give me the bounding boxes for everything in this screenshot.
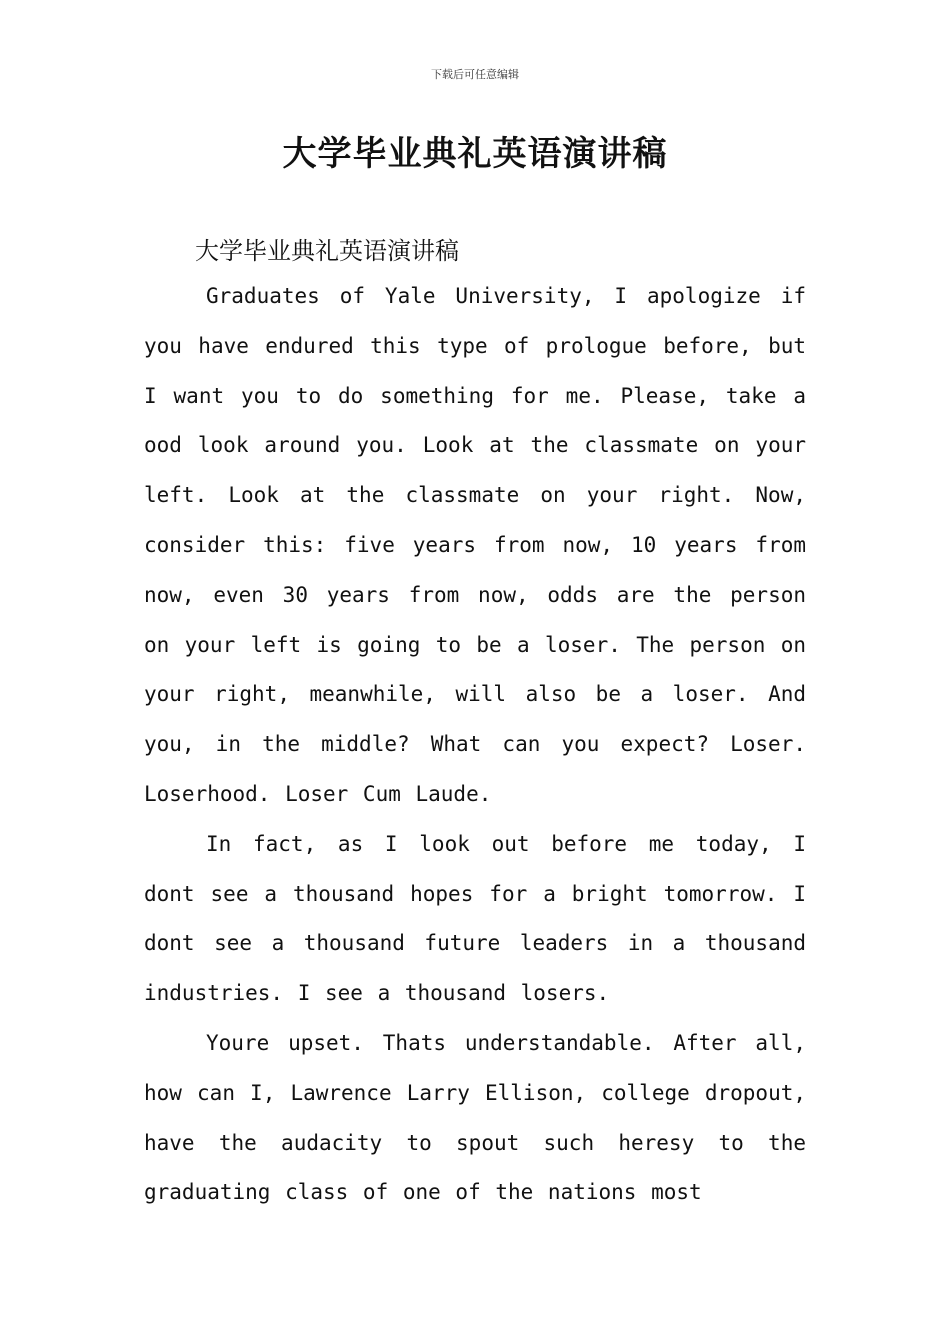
paragraph: Youre upset. Thats understandable. After all, how can I, Lawrence Larry Ellison, college dropout, have the audacity to spout such heresy to the graduating class of one of the nations most bbox=[144, 1030, 806, 1205]
paragraph: In fact, as I look out before me today, I dont see a thousand hopes for a bright tomorrow. I dont see a thousand future leaders in a thousand industries. I see a thousand losers. bbox=[144, 831, 806, 1006]
paragraph: Graduates of Yale University, I apologize if you have endured this type of prologue before, but I want you to do something for me. Please, take a ood look around you. Look at the classmate on your left. Look at the classmate on your right. Now, consider this: five years from now, 10 years from now, even 30 years from now, odds are the person on your left is going to be a loser. The person on your right, meanwhile, will also be a loser. And you, in the middle? What can you expect? Loser. Loserhood. Loser Cum Laude. bbox=[144, 284, 806, 806]
header-note: 下载后可任意编辑 bbox=[431, 68, 519, 81]
document-subtitle: 大学毕业典礼英语演讲稿 bbox=[195, 237, 459, 265]
document-body bbox=[144, 272, 806, 1218]
document-title: 大学毕业典礼英语演讲稿 bbox=[282, 134, 668, 174]
